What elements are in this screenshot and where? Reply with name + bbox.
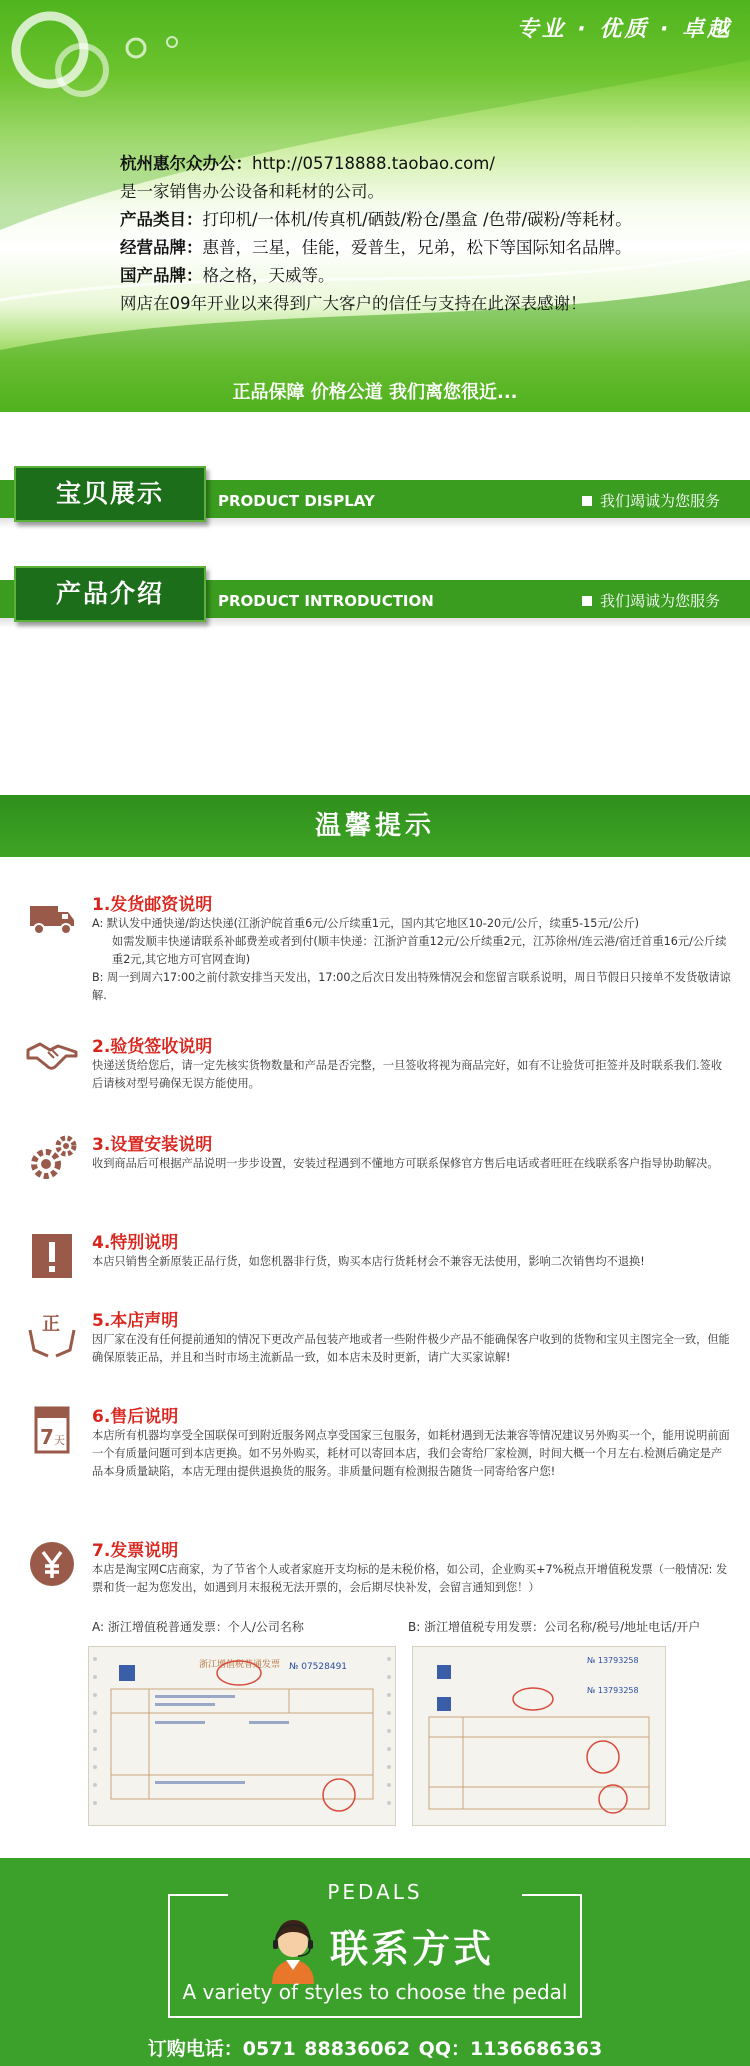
hero-banner <box>0 0 750 412</box>
tip-text: 快递送货给您后，请一定先核实货物数量和产品是否完整，一旦签收将视为商品完好，如有不让验货可拒签并及时联系我们.签收后请核对型号确保无误方能使用。 <box>92 1059 723 1090</box>
section-tag: 宝贝展示 <box>14 466 206 522</box>
invoice-sample-a <box>88 1646 396 1826</box>
intro-line: 网店在09年开业以来得到广大客户的信任与支持在此深表感谢！ <box>120 294 587 313</box>
section-tag: 产品介绍 <box>14 566 206 622</box>
tip-text: 收到商品后可根据产品说明一步步设置，安装过程遇到不懂地方可联系保修官方售后电话或者旺旺在线联系客户指导协助解决。 <box>92 1157 719 1170</box>
gears-icon <box>26 1132 78 1184</box>
tip-text: A: 默认发中通快递/韵达快递(江浙沪皖首重6元/公斤续重1元，国内其它地区10-20元/公斤，续重5-15元/公斤) <box>92 917 640 930</box>
tip-text: B: 周一到周六17:00之前付款安排当天发出，17:00之后次日发出特殊情况会和您留言联系说明，周日节假日只接单不发货敬请谅解. <box>92 971 731 1002</box>
svg-text:正: 正 <box>42 1314 60 1335</box>
invoice-b-label: B: 浙江增值税专用发票：公司名称/税号/地址电话/开户 <box>408 1620 701 1634</box>
tip-title: 1.发货邮资说明 <box>92 895 213 915</box>
contact-phone-qq[interactable]: 订购电话：0571 88836062 QQ：1136686363 <box>147 2038 603 2060</box>
svg-text:№ 13793258: № 13793258 <box>587 1686 639 1695</box>
intro-line: 杭州惠尔众办公：http://05718888.taobao.com/ <box>120 154 495 173</box>
hero-slogan: 专业 · 优质 · 卓越 <box>516 17 732 42</box>
exclamation-icon <box>26 1230 78 1282</box>
hero-footer-text: 正品保障 价格公道 我们离您很近... <box>232 382 518 403</box>
honesty-hands-icon <box>26 1308 78 1360</box>
intro-line: 是一家销售办公设备和耗材的公司。 <box>120 182 384 201</box>
customer-service-avatar-icon <box>264 1914 322 1984</box>
intro-line: 产品类目：打印机/一体机/传真机/硒鼓/粉仓/墨盒 /色带/碳粉/等耗材。 <box>120 210 632 229</box>
shop-intro <box>120 150 720 318</box>
tips-header: 温馨提示 <box>0 795 750 857</box>
tip-title: 4.特别说明 <box>92 1233 179 1253</box>
svg-text:天: 天 <box>54 1434 65 1447</box>
tip-title: 6.售后说明 <box>92 1407 179 1427</box>
contact-section <box>0 1858 750 2066</box>
contact-pedals: PEDALS <box>327 1880 423 1904</box>
contact-subtitle: A variety of styles to choose the pedal <box>182 1980 568 2004</box>
tip-text: 因厂家在没有任何提前通知的情况下更改产品包装产地或者一些附件极少产品不能确保客户收到的货物和宝贝主图完全一致，但能确保原装正品，并且和当时市场主流新品一致，如本店未及时更新，请广大买家谅解! <box>92 1333 730 1364</box>
section-bar-introduction <box>0 566 750 628</box>
tip-title: 3.设置安装说明 <box>92 1135 213 1155</box>
tip-text: 本店只销售全新原装正品行货，如您机器非行货，购买本店行货耗材会不兼容无法使用，影响二次销售均不退换! <box>92 1255 645 1268</box>
tip-title: 7.发票说明 <box>92 1541 179 1561</box>
intro-line: 经营品牌：惠普，三星，佳能，爱普生，兄弟，松下等国际知名品牌。 <box>120 238 632 257</box>
section-en-title: PRODUCT DISPLAY <box>218 492 375 510</box>
tip-text: 如需发顺丰快递请联系补邮费差或者到付(顺丰快递：江浙沪首重12元/公斤续重2元，江苏徐州/连云港/宿迁首重16元/公斤续重2元,其它地方可官网查询) <box>112 935 727 966</box>
tip-title: 5.本店声明 <box>92 1311 179 1331</box>
svg-text:№ 07528491: № 07528491 <box>289 1662 348 1672</box>
invoice-sample-b <box>412 1646 666 1826</box>
square-bullet-icon <box>582 596 592 606</box>
svg-text:7: 7 <box>40 1425 54 1449</box>
tip-title: 2.验货签收说明 <box>92 1037 213 1057</box>
section-en-title: PRODUCT INTRODUCTION <box>218 592 434 610</box>
svg-text:浙江增值税普通发票: 浙江增值税普通发票 <box>199 1660 281 1670</box>
svg-text:№ 13793258: № 13793258 <box>587 1656 639 1665</box>
invoice-a-label: A: 浙江增值税普通发票：个人/公司名称 <box>92 1620 304 1634</box>
shop-url[interactable]: http://05718888.taobao.com/ <box>252 154 495 173</box>
square-bullet-icon <box>582 496 592 506</box>
section-service: 我们竭诚为您服务 <box>582 490 720 511</box>
truck-icon <box>26 892 78 944</box>
section-service: 我们竭诚为您服务 <box>582 590 720 611</box>
seven-day-icon <box>26 1404 78 1456</box>
tip-text: 本店是淘宝网C店商家，为了节省个人或者家庭开支均标的是未税价格，如公司，企业购买+7%税点开增值税发票（一般情况: 发票和货一起为您发出，如遇到月末报税无法开票的，会后期尽快补发，会留言通知到您！） <box>92 1563 728 1594</box>
tip-text: 本店所有机器均享受全国联保可到附近服务网点享受国家三包服务，如耗材遇到无法兼容等情况建议另外购买一个，能用说明前面一个有质量问题可到本店更换。如不另外购买，耗材可以寄回本店，我们会寄给厂家检测，时间大概一个月左右.检测后确定是产品本身质量缺陷，本店无理由提供退换货的服务。非质量问题有检测报告随货一同寄给客户您! <box>92 1429 730 1478</box>
intro-line: 国产品牌：格之格，天威等。 <box>120 266 335 285</box>
yuan-icon <box>26 1538 78 1590</box>
section-bar-display <box>0 466 750 528</box>
handshake-icon <box>26 1028 78 1080</box>
contact-title: 联系方式 <box>330 1927 495 1971</box>
